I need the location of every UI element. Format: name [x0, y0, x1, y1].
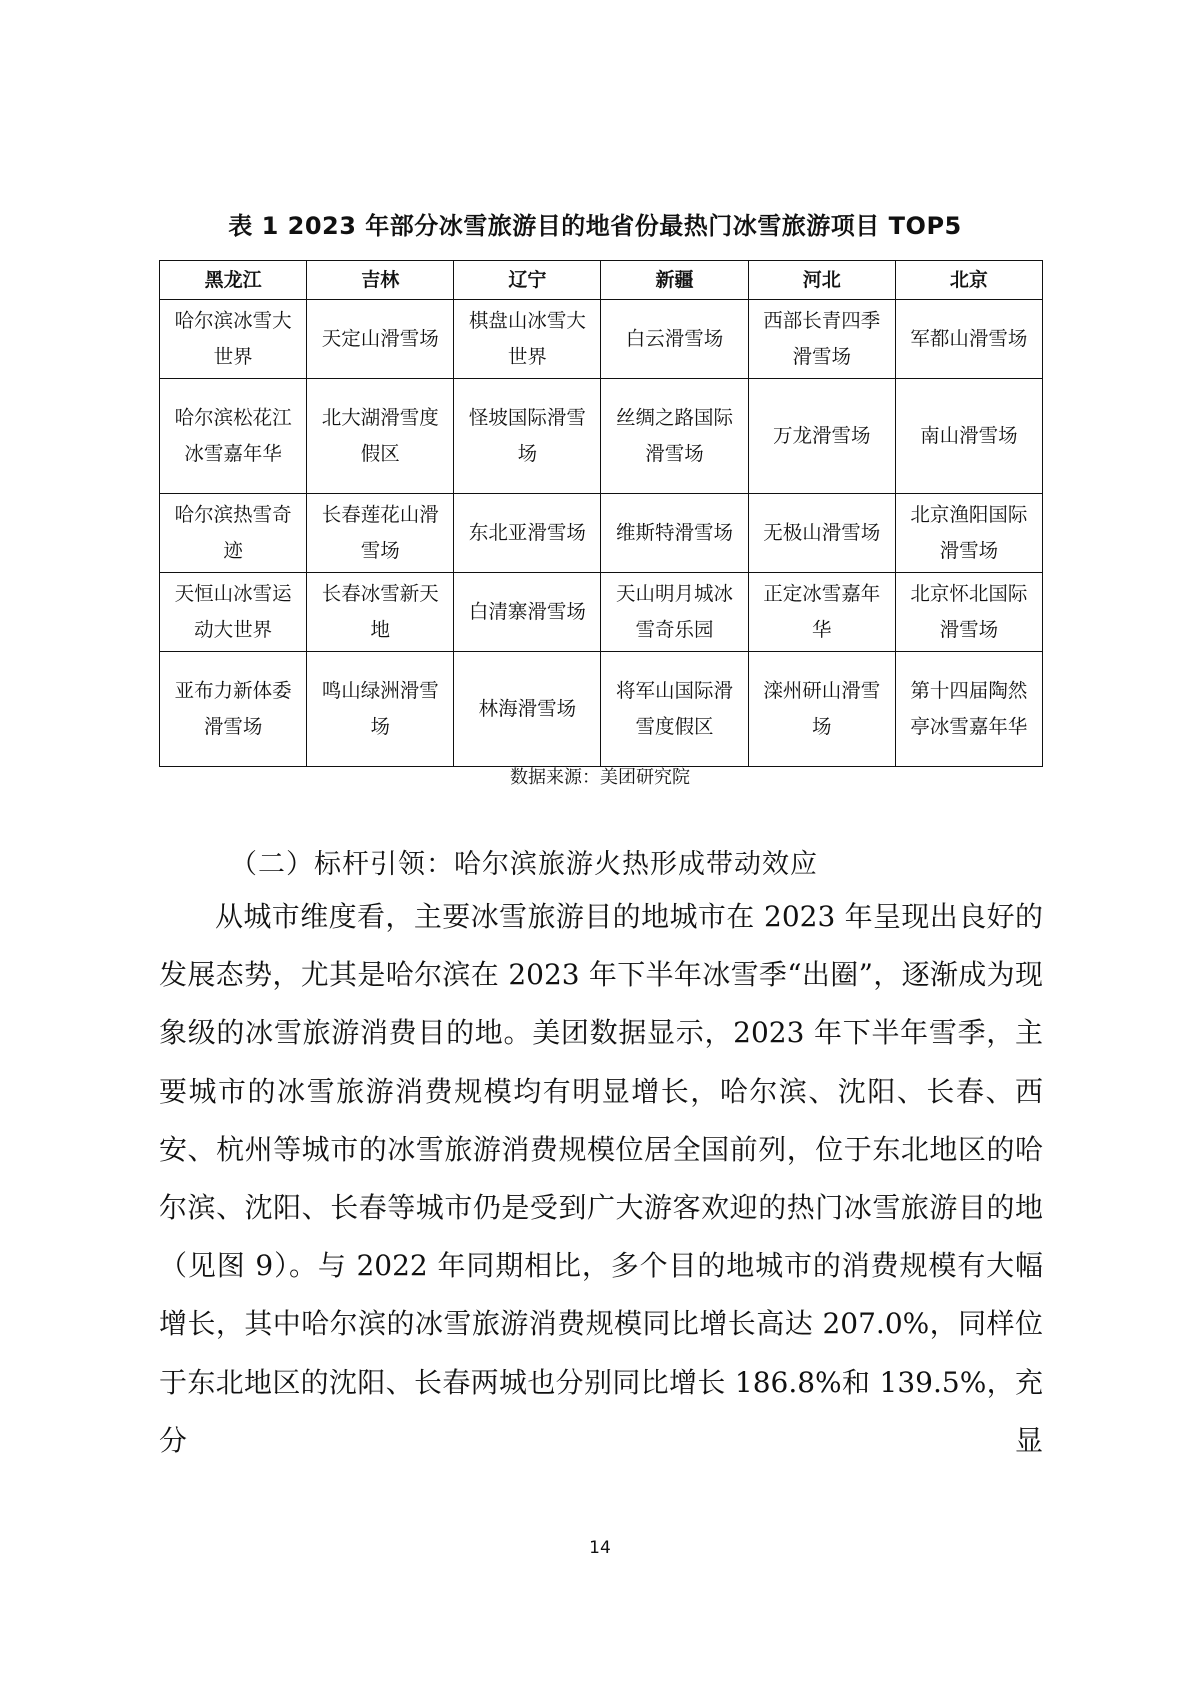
table-cell: 无极山滑雪场 [748, 494, 895, 573]
table-cell: 东北亚滑雪场 [454, 494, 601, 573]
body-paragraph: 从城市维度看，主要冰雪旅游目的地城市在 2023 年呈现出良好的发展态势，尤其是哈尔滨在 2023 年下半年冰雪季“出圈”，逐渐成为现象级的冰雪旅游消费目的地。美团数据显示，2023 年下半年雪季，主要城市的冰雪旅游消费规模均有明显增长，哈尔滨、沈阳、长春、西安、杭州等城市的冰雪旅游消费规模位居全国前列，位于东北地区的哈尔滨、沈阳、长春等城市仍是受到广大游客欢迎的热门冰雪旅游目的地（见图 9）。与 2022 年同期相比，多个目的地城市的消费规模有大幅增长，其中哈尔滨的冰雪旅游消费规模同比增长高达 207.0%，同样位于东北地区的沈阳、长春两城也分别同比增长 186.8%和 139.5%，充分显 [159, 900, 1043, 1457]
header-beijing: 北京 [895, 261, 1042, 300]
table-cell: 长春冰雪新天地 [307, 573, 454, 652]
table-row [160, 652, 1043, 767]
table-cell: 白云滑雪场 [601, 300, 748, 379]
table-row [160, 494, 1043, 573]
table-cell: 哈尔滨松花江冰雪嘉年华 [160, 379, 307, 494]
table-cell: 鸣山绿洲滑雪场 [307, 652, 454, 767]
section-heading: （二）标杆引领：哈尔滨旅游火热形成带动效应 [230, 849, 818, 880]
table-row [160, 300, 1043, 379]
table-cell: 滦州研山滑雪场 [748, 652, 895, 767]
header-jilin: 吉林 [307, 261, 454, 300]
table-cell: 丝绸之路国际滑雪场 [601, 379, 748, 494]
table-cell: 北京怀北国际滑雪场 [895, 573, 1042, 652]
top5-table [159, 260, 1043, 767]
table-cell: 白清寨滑雪场 [454, 573, 601, 652]
table-cell: 天定山滑雪场 [307, 300, 454, 379]
table-cell: 军都山滑雪场 [895, 300, 1042, 379]
header-xinjiang: 新疆 [601, 261, 748, 300]
header-liaoning: 辽宁 [454, 261, 601, 300]
table-cell: 西部长青四季滑雪场 [748, 300, 895, 379]
table-cell: 第十四届陶然亭冰雪嘉年华 [895, 652, 1042, 767]
table-cell: 长春莲花山滑雪场 [307, 494, 454, 573]
table-cell: 哈尔滨热雪奇迹 [160, 494, 307, 573]
header-hebei: 河北 [748, 261, 895, 300]
page-number: 14 [589, 1538, 611, 1558]
table-cell: 北京渔阳国际滑雪场 [895, 494, 1042, 573]
header-heilongjiang: 黑龙江 [160, 261, 307, 300]
table-cell: 亚布力新体委滑雪场 [160, 652, 307, 767]
table-cell: 正定冰雪嘉年华 [748, 573, 895, 652]
table-cell: 维斯特滑雪场 [601, 494, 748, 573]
table-cell: 棋盘山冰雪大世界 [454, 300, 601, 379]
table-header-row [160, 261, 1043, 300]
table-source-note: 数据来源：美团研究院 [510, 767, 690, 788]
table-cell: 万龙滑雪场 [748, 379, 895, 494]
table-cell: 林海滑雪场 [454, 652, 601, 767]
table-cell: 北大湖滑雪度假区 [307, 379, 454, 494]
table-cell: 南山滑雪场 [895, 379, 1042, 494]
table-title: 表 1 2023 年部分冰雪旅游目的地省份最热门冰雪旅游项目 TOP5 [228, 212, 962, 240]
table-row [160, 573, 1043, 652]
table-cell: 天山明月城冰雪奇乐园 [601, 573, 748, 652]
table-cell: 哈尔滨冰雪大世界 [160, 300, 307, 379]
table-row [160, 379, 1043, 494]
table-cell: 将军山国际滑雪度假区 [601, 652, 748, 767]
table-cell: 天恒山冰雪运动大世界 [160, 573, 307, 652]
table-cell: 怪坡国际滑雪场 [454, 379, 601, 494]
